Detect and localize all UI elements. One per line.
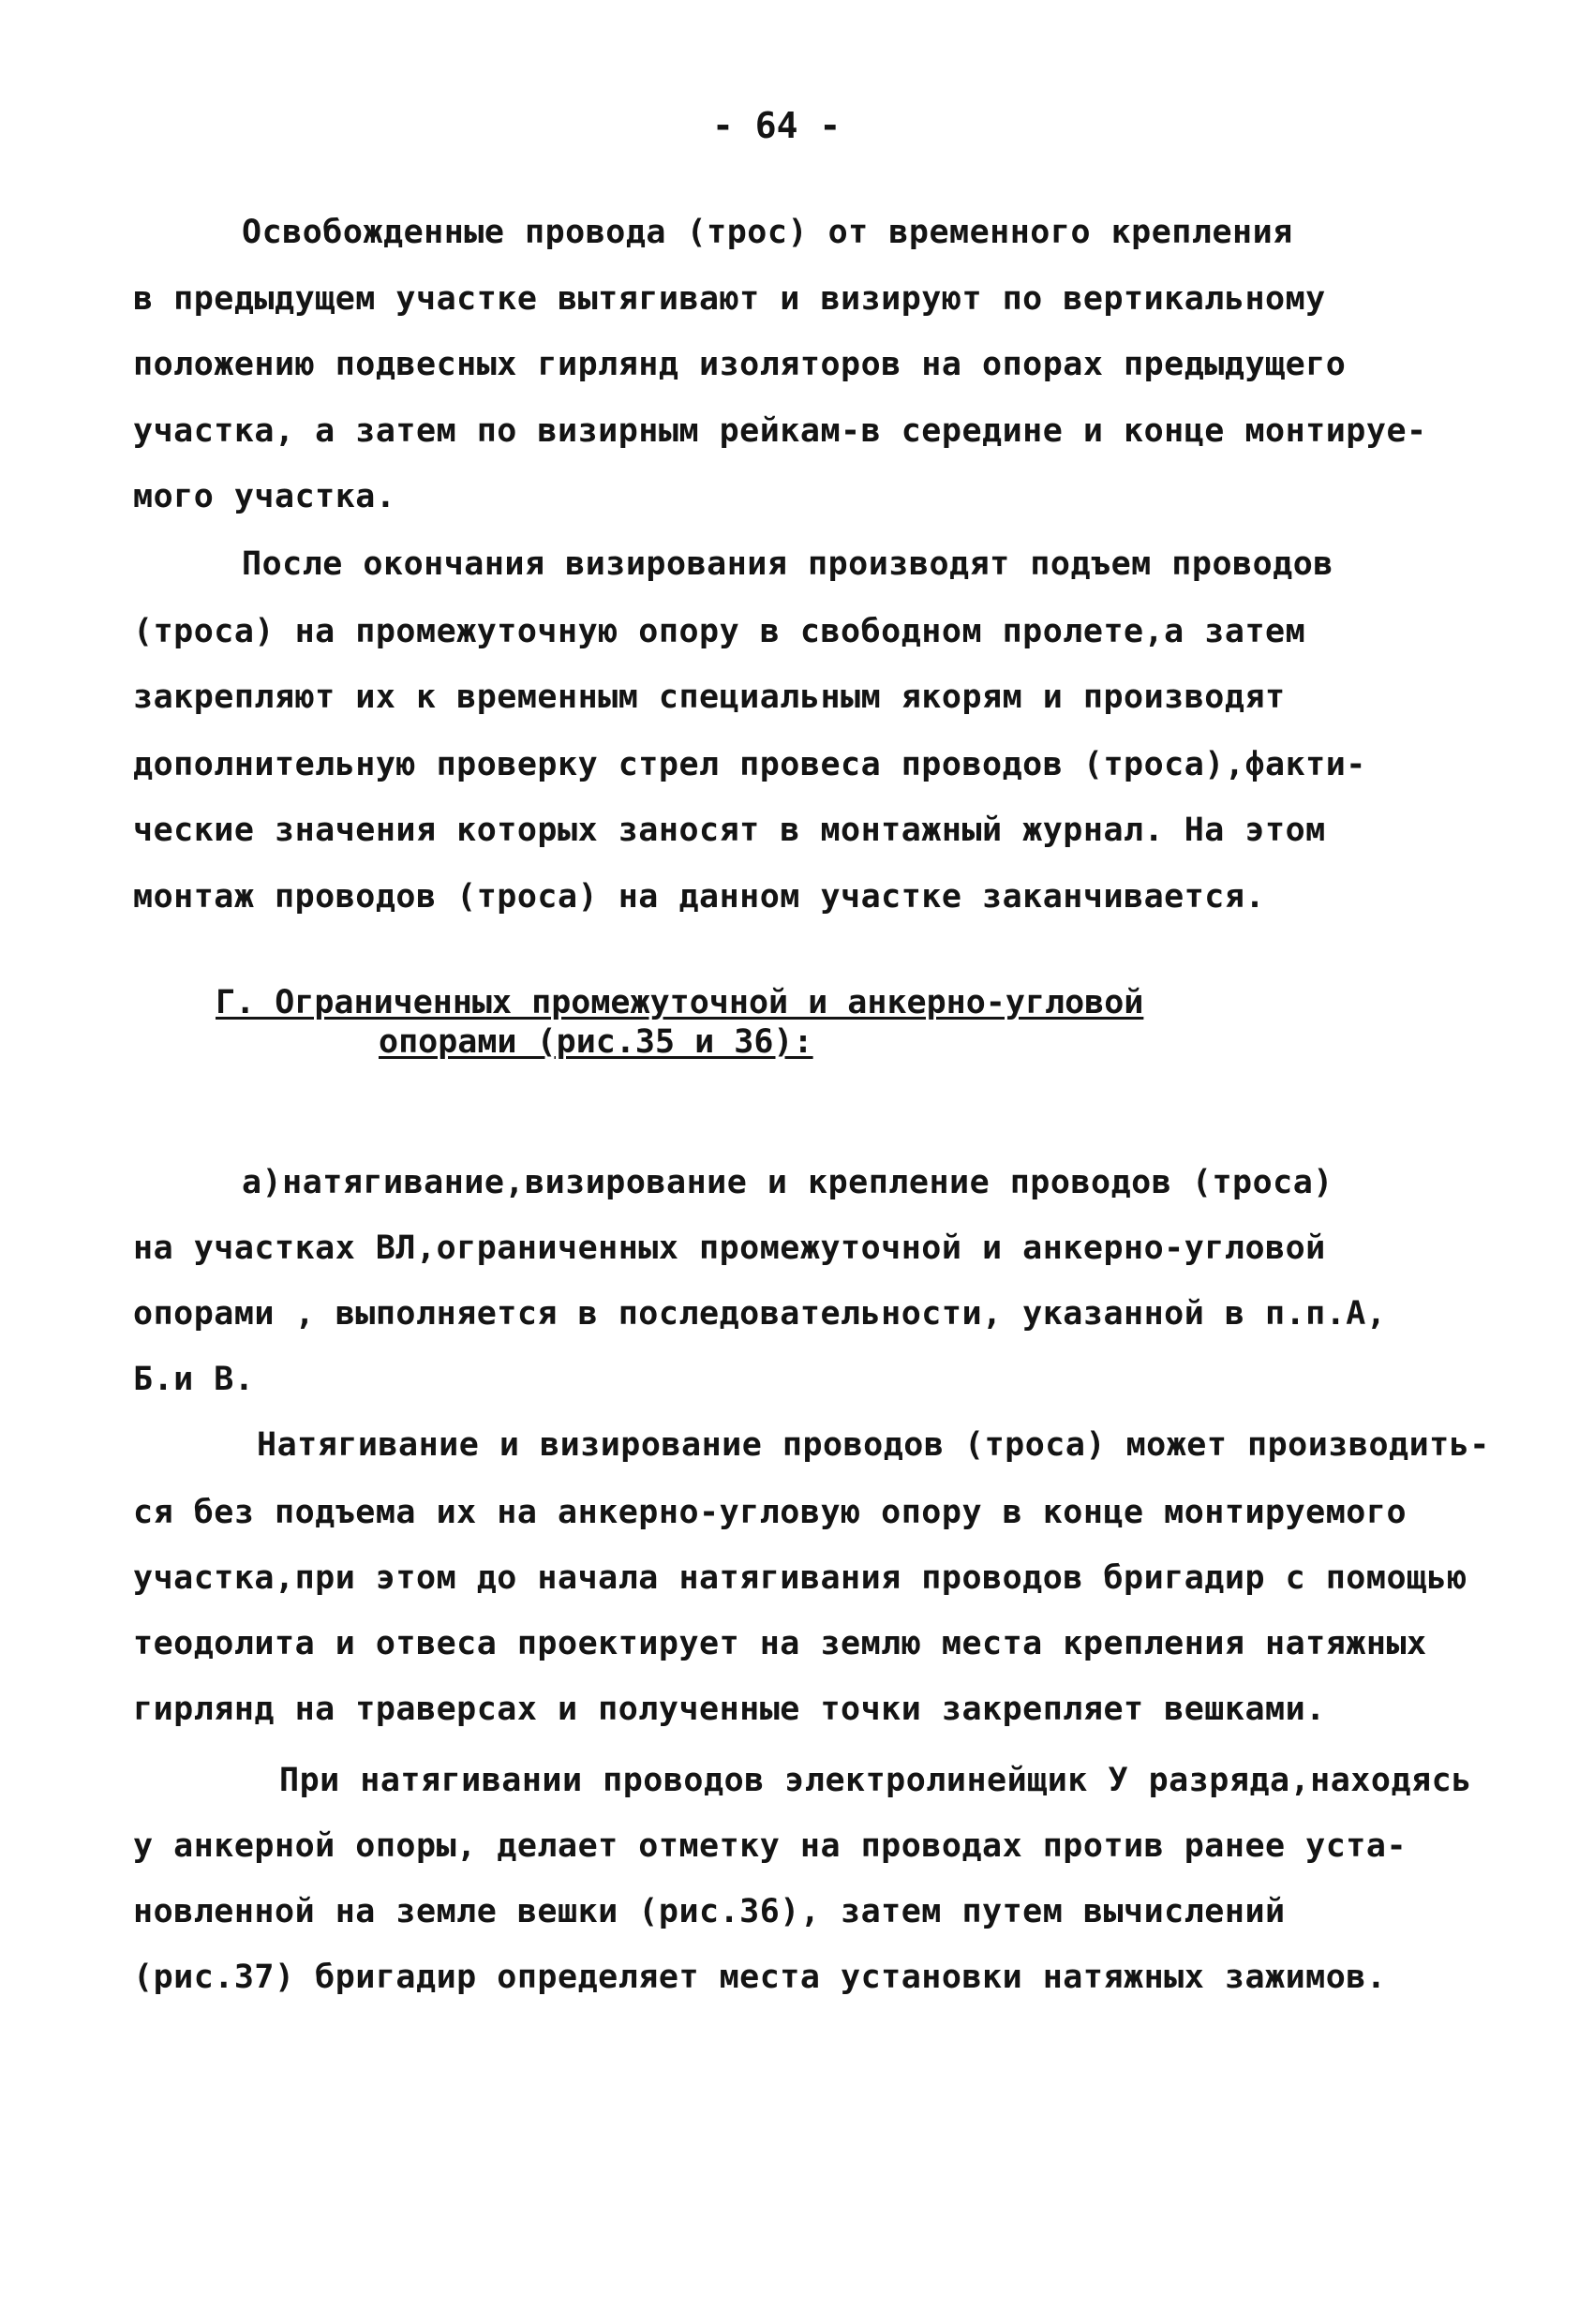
paragraph-2-line-3: закрепляют их к временным специальным якорям и производят	[133, 678, 1286, 716]
section-heading-line-2: опорами (рис.35 и 36):	[379, 1023, 813, 1061]
paragraph-5-line-3: новленной на земле вешки (рис.36), затем путем вычислений	[133, 1893, 1286, 1930]
page-number: - 64 -	[712, 105, 842, 146]
paragraph-5-line-1: При натягивании проводов электролинейщик У разряда,находясь	[279, 1762, 1472, 1799]
paragraph-1-line-1: Освобожденные провода (трос) от временного крепления	[242, 214, 1293, 251]
paragraph-2-line-4: дополнительную проверку стрел провеса проводов (троса),факти-	[133, 746, 1366, 783]
paragraph-2-line-6: монтаж проводов (троса) на данном участке заканчивается.	[133, 878, 1266, 916]
paragraph-1-line-5: мого участка.	[133, 478, 396, 515]
paragraph-3-line-2: на участках ВЛ,ограниченных промежуточной и анкерно-угловой	[133, 1229, 1326, 1267]
paragraph-3-line-1: а)натягивание,визирование и крепление проводов (троса)	[242, 1164, 1333, 1201]
paragraph-4-line-5: гирлянд на траверсах и полученные точки закрепляет вешками.	[133, 1691, 1326, 1728]
paragraph-1-line-4: участка, а затем по визирным рейкам-в середине и конце монтируе-	[133, 412, 1427, 450]
paragraph-4-line-1: Натягивание и визирование проводов (троса) может производить-	[257, 1426, 1490, 1464]
paragraph-3-line-3: опорами , выполняется в последовательности, указанной в п.п.А,	[133, 1295, 1387, 1333]
paragraph-4-line-3: участка,при этом до начала натягивания проводов бригадир с помощью	[133, 1559, 1467, 1597]
paragraph-2-line-5: ческие значения которых заносят в монтажный журнал. На этом	[133, 812, 1326, 849]
paragraph-4-line-2: ся без подъема их на анкерно-угловую опору в конце монтируемого	[133, 1494, 1408, 1531]
paragraph-5-line-4: (рис.37) бригадир определяет места установки натяжных зажимов.	[133, 1959, 1387, 1996]
paragraph-2-line-1: После окончания визирования производят подъем проводов	[242, 545, 1333, 583]
paragraph-3-line-4: Б.и В.	[133, 1361, 255, 1398]
paragraph-1-line-3: положению подвесных гирлянд изоляторов на опорах предыдущего	[133, 346, 1347, 383]
section-heading-line-1: Г. Ограниченных промежуточной и анкерно-угловой	[216, 984, 1144, 1021]
paragraph-5-line-2: у анкерной опоры, делает отметку на проводах против ранее уста-	[133, 1827, 1408, 1865]
paragraph-2-line-2: (троса) на промежуточную опору в свободном пролете,а затем	[133, 613, 1306, 650]
paragraph-1-line-2: в предыдущем участке вытягивают и визируют по вертикальному	[133, 280, 1326, 318]
paragraph-4-line-4: теодолита и отвеса проектирует на землю места крепления натяжных	[133, 1625, 1427, 1662]
